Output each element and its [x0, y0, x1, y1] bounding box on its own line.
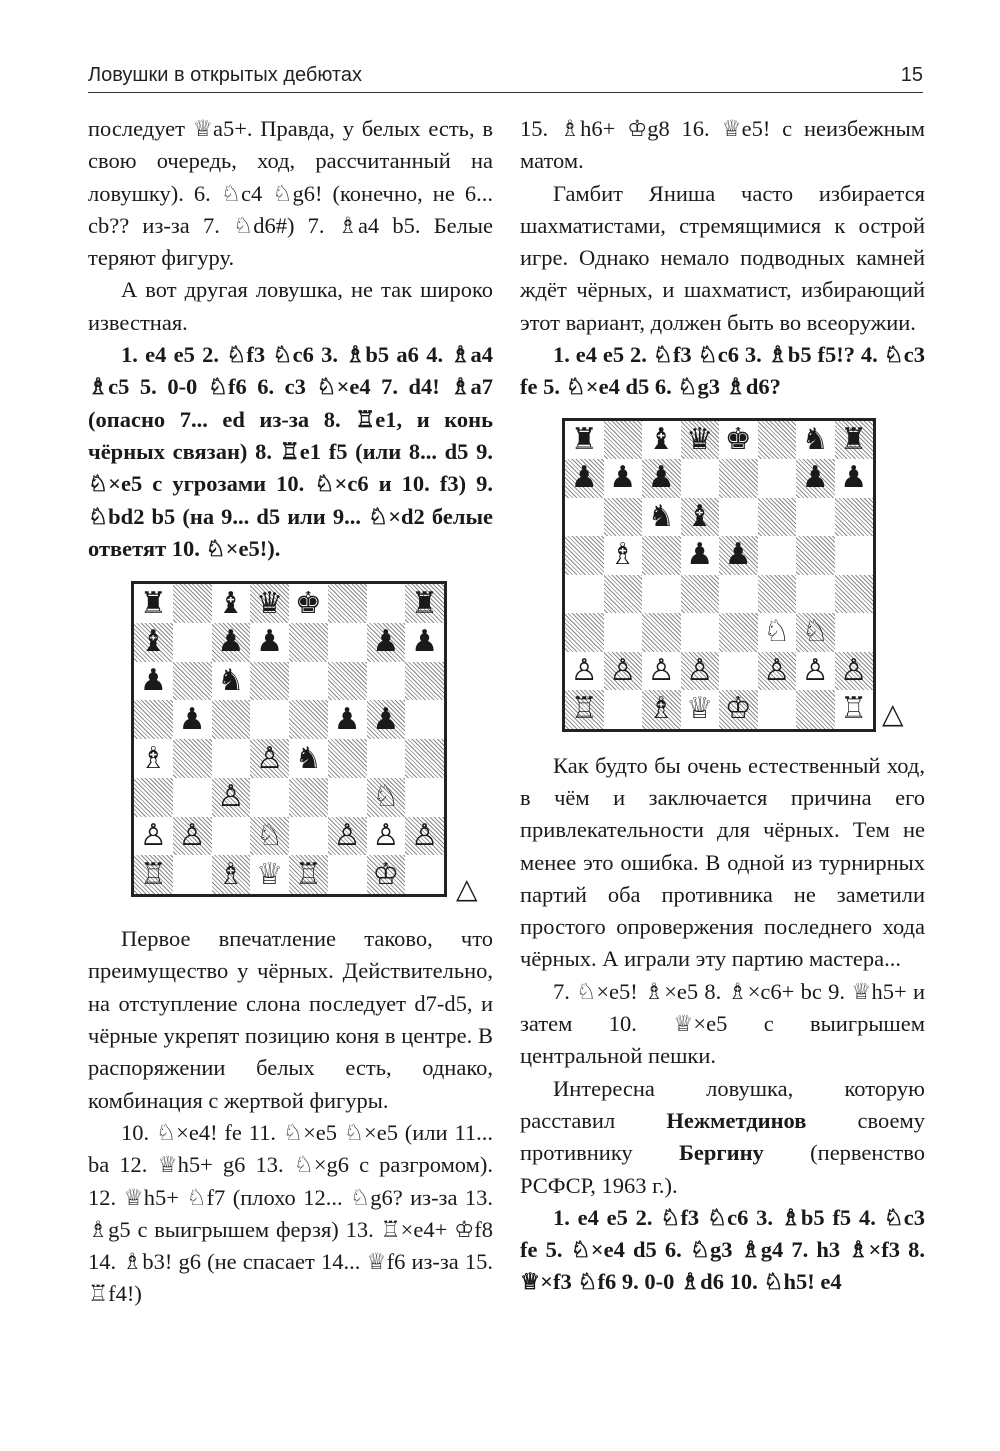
- board-square: [405, 778, 444, 817]
- board-square: [367, 623, 406, 662]
- board-square: [642, 613, 681, 652]
- chess-piece-icon: ♟: [372, 701, 400, 737]
- board-square: [681, 652, 720, 691]
- board-square: [758, 652, 797, 691]
- right-paragraph-1: 15. ♗h6+ ♔g8 16. ♕e5! с неизбежным матом.: [520, 116, 925, 174]
- board-square: [134, 662, 173, 701]
- board-square: [250, 778, 289, 817]
- text: своему противнику: [520, 1107, 925, 1166]
- board-square: [173, 739, 212, 778]
- board-square: [328, 623, 367, 662]
- chess-piece-icon: ♟: [333, 701, 361, 737]
- board-square: [604, 459, 643, 498]
- board-square: [719, 652, 758, 691]
- board-square: [604, 536, 643, 575]
- board-square: [250, 700, 289, 739]
- board-square: [328, 700, 367, 739]
- board-square: [328, 584, 367, 623]
- white-to-move-icon: △: [882, 696, 904, 730]
- board-square: [796, 459, 835, 498]
- board-square: [796, 498, 835, 537]
- board-square: [134, 817, 173, 856]
- board-square: [173, 584, 212, 623]
- board-square: [604, 690, 643, 729]
- board-square: [758, 498, 797, 537]
- chess-piece-icon: ♗: [609, 537, 637, 573]
- chess-piece-icon: ♙: [178, 818, 206, 854]
- chess-piece-icon: ♝: [139, 624, 167, 660]
- chess-piece-icon: ♙: [333, 818, 361, 854]
- board-square: [289, 855, 328, 894]
- chess-piece-icon: ♖: [840, 691, 868, 727]
- chess-piece-icon: ♙: [570, 652, 598, 688]
- board-square: [289, 778, 328, 817]
- chess-piece-icon: ♟: [840, 460, 868, 496]
- board-square: [835, 652, 874, 691]
- board-square: [565, 613, 604, 652]
- left-paragraph-1: последует ♕a5+. Правда, у белых есть, в свою очередь, ход, рассчитанный на ловушку). 6. ♘c4 ♘g6! (конечно, не 6... cb?? из-за 7. ♘d6#) 7. ♗a4 b5. Белые теряют фигуру.: [88, 116, 493, 271]
- chess-piece-icon: ♟: [256, 624, 284, 660]
- board-square: [796, 575, 835, 614]
- chess-piece-icon: ♘: [372, 779, 400, 815]
- board-square: [796, 613, 835, 652]
- chess-piece-icon: ♝: [686, 498, 714, 534]
- board-square: [719, 575, 758, 614]
- board-square: [719, 459, 758, 498]
- chess-piece-icon: ♟: [801, 460, 829, 496]
- board-square: [604, 575, 643, 614]
- board-square: [835, 498, 874, 537]
- board-square: [719, 690, 758, 729]
- right-paragraph-6: [520, 1073, 925, 1202]
- board-square: [835, 575, 874, 614]
- board-square: [212, 662, 251, 701]
- chess-piece-icon: ♝: [217, 585, 245, 621]
- chess-piece-icon: ♙: [840, 652, 868, 688]
- chess-piece-icon: ♜: [570, 421, 598, 457]
- chess-piece-icon: ♟: [570, 460, 598, 496]
- board-square: [681, 613, 720, 652]
- board-square: [565, 498, 604, 537]
- board-square: [796, 652, 835, 691]
- chess-piece-icon: ♟: [139, 663, 167, 699]
- board-square: [289, 662, 328, 701]
- chess-piece-icon: ♙: [647, 652, 675, 688]
- board-square: [173, 662, 212, 701]
- board-square: [134, 584, 173, 623]
- board-square: [134, 623, 173, 662]
- board-square: [328, 817, 367, 856]
- text: (первенство РСФСР, 1963 г.).: [520, 1140, 925, 1198]
- board-square: [173, 623, 212, 662]
- board-square: [565, 652, 604, 691]
- chess-piece-icon: ♞: [294, 740, 322, 776]
- right-moves-3: 1. e4 e5 2. ♘f3 ♘c6 3. ♗b5 f5 4. ♘c3 fe 5. ♘×e4 d5 6. ♘g3 ♗g4 7. h3 ♗×f3 8. ♕×f3 ♘f6 9. 0-0 ♗d6 10. ♘h5! e4: [520, 1204, 925, 1295]
- board-square: [681, 459, 720, 498]
- board-square: [367, 584, 406, 623]
- right-column: [520, 113, 925, 1299]
- board-square: [405, 855, 444, 894]
- board-square: [565, 421, 604, 460]
- board-square: [565, 575, 604, 614]
- chess-piece-icon: ♘: [763, 614, 791, 650]
- board-square: [134, 855, 173, 894]
- chess-piece-icon: ♞: [647, 498, 675, 534]
- board-square: [212, 739, 251, 778]
- chess-piece-icon: ♞: [217, 663, 245, 699]
- chess-piece-icon: ♙: [217, 779, 245, 815]
- chess-piece-icon: ♟: [647, 460, 675, 496]
- chess-piece-icon: ♜: [411, 585, 439, 621]
- board-square: [681, 536, 720, 575]
- board-square: [367, 778, 406, 817]
- chess-piece-icon: ♙: [801, 652, 829, 688]
- board-square: [565, 459, 604, 498]
- board-square: [642, 498, 681, 537]
- board-square: [212, 855, 251, 894]
- board-square: [719, 421, 758, 460]
- board-square: [328, 855, 367, 894]
- chess-piece-icon: ♟: [178, 701, 206, 737]
- chess-piece-icon: ♗: [139, 740, 167, 776]
- chess-piece-icon: ♛: [256, 585, 284, 621]
- player-name: Бергину: [679, 1140, 764, 1166]
- chess-piece-icon: ♗: [647, 691, 675, 727]
- right-moves-1: 1. e4 e5 2. ♘f3 ♘c6 3. ♗b5 f5!? 4. ♘c3 fe 5. ♘×e4 d5 6. ♘g3 ♗d6?: [520, 342, 925, 400]
- board-square: [328, 778, 367, 817]
- right-paragraph-2: Гамбит Яниша часто избирается шахматистами, стремящимися к острой игре. Однако немало подводных камней ждёт чёрных, и шахматист, избирающий этот вариант, должен быть во всеоружии.: [520, 180, 925, 335]
- chess-piece-icon: ♔: [724, 691, 752, 727]
- board-square: [250, 739, 289, 778]
- chess-board: [562, 418, 876, 732]
- board-square: [758, 575, 797, 614]
- board-square: [134, 778, 173, 817]
- chess-piece-icon: ♗: [217, 856, 245, 892]
- chess-piece-icon: ♘: [801, 614, 829, 650]
- left-paragraph-4: Первое впечатление таково, что преимущество у чёрных. Действительно, на отступление слона последует d7-d5, и чёрные укрепят позицию коня в центре. В распоряжении белых есть, однако, комбинация с жертвой фигуры.: [88, 926, 493, 1113]
- running-header: [88, 62, 923, 93]
- board-square: [642, 575, 681, 614]
- board-square: [835, 421, 874, 460]
- board-square: [681, 690, 720, 729]
- page-number: 15: [900, 64, 923, 86]
- board-square: [719, 498, 758, 537]
- board-square: [405, 817, 444, 856]
- board-square: [367, 817, 406, 856]
- chess-piece-icon: ♟: [609, 460, 637, 496]
- board-square: [758, 536, 797, 575]
- board-square: [642, 690, 681, 729]
- chess-diagram-2: [520, 418, 925, 736]
- board-square: [405, 739, 444, 778]
- board-square: [134, 739, 173, 778]
- right-moves-2: 7. ♘×e5! ♗×e5 8. ♗×c6+ bc 9. ♕h5+ и затем 10. ♕×e5 с выигрышем центральной пешки.: [520, 978, 925, 1069]
- chess-piece-icon: ♛: [686, 421, 714, 457]
- chess-piece-icon: ♜: [840, 421, 868, 457]
- board-square: [681, 575, 720, 614]
- board-square: [250, 662, 289, 701]
- board-square: [367, 855, 406, 894]
- chess-piece-icon: ♖: [294, 856, 322, 892]
- board-square: [367, 662, 406, 701]
- board-square: [565, 536, 604, 575]
- chess-piece-icon: ♙: [763, 652, 791, 688]
- board-square: [173, 855, 212, 894]
- chess-piece-icon: ♟: [724, 537, 752, 573]
- board-square: [604, 652, 643, 691]
- board-square: [173, 700, 212, 739]
- board-square: [405, 623, 444, 662]
- chess-piece-icon: ♕: [256, 856, 284, 892]
- text: Интересна ловушка, которую расставил: [520, 1075, 925, 1133]
- board-square: [212, 584, 251, 623]
- chess-piece-icon: ♙: [372, 818, 400, 854]
- board-square: [289, 817, 328, 856]
- board-square: [642, 459, 681, 498]
- board-square: [604, 613, 643, 652]
- white-to-move-icon: △: [456, 872, 478, 906]
- board-square: [681, 498, 720, 537]
- chess-piece-icon: ♟: [686, 537, 714, 573]
- board-square: [796, 536, 835, 575]
- board-square: [367, 739, 406, 778]
- chess-piece-icon: ♙: [139, 818, 167, 854]
- board-square: [405, 662, 444, 701]
- chess-diagram-1: [88, 581, 493, 911]
- board-square: [758, 690, 797, 729]
- board-square: [134, 700, 173, 739]
- chess-piece-icon: ♚: [724, 421, 752, 457]
- board-square: [835, 613, 874, 652]
- board-square: [681, 421, 720, 460]
- board-square: [250, 817, 289, 856]
- board-square: [405, 584, 444, 623]
- chess-piece-icon: ♖: [139, 856, 167, 892]
- board-square: [212, 700, 251, 739]
- board-square: [835, 690, 874, 729]
- board-square: [758, 421, 797, 460]
- board-square: [367, 700, 406, 739]
- board-square: [604, 498, 643, 537]
- board-square: [328, 739, 367, 778]
- board-square: [289, 700, 328, 739]
- board-square: [289, 584, 328, 623]
- board-square: [212, 623, 251, 662]
- board-square: [719, 536, 758, 575]
- board-square: [212, 778, 251, 817]
- chess-piece-icon: ♕: [686, 691, 714, 727]
- board-square: [289, 739, 328, 778]
- left-moves-2: 10. ♘×e4! fe 11. ♘×e5 ♘×e5 (или 11... ba 12. ♕h5+ g6 13. ♘×g6 с разгромом). 12. ♕h5+ ♘f7 (плохо 12... ♘g6? из-за 13. ♗g5 с выигрышем ферзя) 13. ♖×e4+ ♔f8 14. ♗b3! g6 (не спасает 14... ♕f6 из-за 15. ♖f4!): [88, 1119, 493, 1307]
- board-square: [835, 536, 874, 575]
- chapter-title: Ловушки в открытых дебютах: [88, 64, 362, 86]
- chess-piece-icon: ♔: [372, 856, 400, 892]
- chess-piece-icon: ♖: [570, 691, 598, 727]
- player-name: Нежметдинов: [666, 1107, 807, 1133]
- chess-piece-icon: ♙: [686, 652, 714, 688]
- board-square: [604, 421, 643, 460]
- board-square: [642, 421, 681, 460]
- chess-piece-icon: ♞: [801, 421, 829, 457]
- board-square: [405, 700, 444, 739]
- right-paragraph-4: Как будто бы очень естественный ход, в чём и заключается причина его привлекательности для чёрных. Тем не менее это ошибка. В одной из турнирных партий оба противника не заметили простого опровержения последнего хода чёрных. А играли эту партию мастера...: [520, 752, 925, 972]
- board-square: [212, 817, 251, 856]
- board-square: [796, 421, 835, 460]
- chess-piece-icon: ♟: [372, 624, 400, 660]
- chess-piece-icon: ♟: [217, 624, 245, 660]
- left-moves-1: 1. e4 e5 2. ♘f3 ♘c6 3. ♗b5 a6 4. ♗a4 ♗c5 5. 0-0 ♘f6 6. c3 ♘×e4 7. d4! ♗a7 (опасно 7... ed из-за 8. ♖e1, и конь чёрных связан) 8. ♖e1 f5 (или 8... d5 9. ♘×e5 с угрозами 10. ♘×c6 и 10. f3) 9. ♘bd2 b5 (на 9... d5 или 9... ♘×d2 белые ответят 10. ♘×e5!).: [88, 342, 493, 561]
- board-square: [642, 536, 681, 575]
- chess-piece-icon: ♚: [294, 585, 322, 621]
- chess-board: [131, 581, 447, 897]
- board-square: [289, 623, 328, 662]
- board-square: [758, 613, 797, 652]
- left-paragraph-2: А вот другая ловушка, не так широко известная.: [88, 277, 493, 335]
- board-square: [328, 662, 367, 701]
- left-column: [88, 113, 493, 1311]
- board-square: [250, 623, 289, 662]
- board-square: [796, 690, 835, 729]
- chess-piece-icon: ♙: [609, 652, 637, 688]
- board-square: [642, 652, 681, 691]
- board-square: [250, 584, 289, 623]
- board-square: [758, 459, 797, 498]
- board-square: [719, 613, 758, 652]
- board-square: [250, 855, 289, 894]
- chess-piece-icon: ♙: [256, 740, 284, 776]
- chess-piece-icon: ♜: [139, 585, 167, 621]
- chess-piece-icon: ♟: [411, 624, 439, 660]
- board-square: [173, 817, 212, 856]
- chess-piece-icon: ♙: [411, 818, 439, 854]
- board-square: [835, 459, 874, 498]
- chess-piece-icon: ♝: [647, 421, 675, 457]
- board-square: [173, 778, 212, 817]
- chess-piece-icon: ♘: [256, 818, 284, 854]
- board-square: [565, 690, 604, 729]
